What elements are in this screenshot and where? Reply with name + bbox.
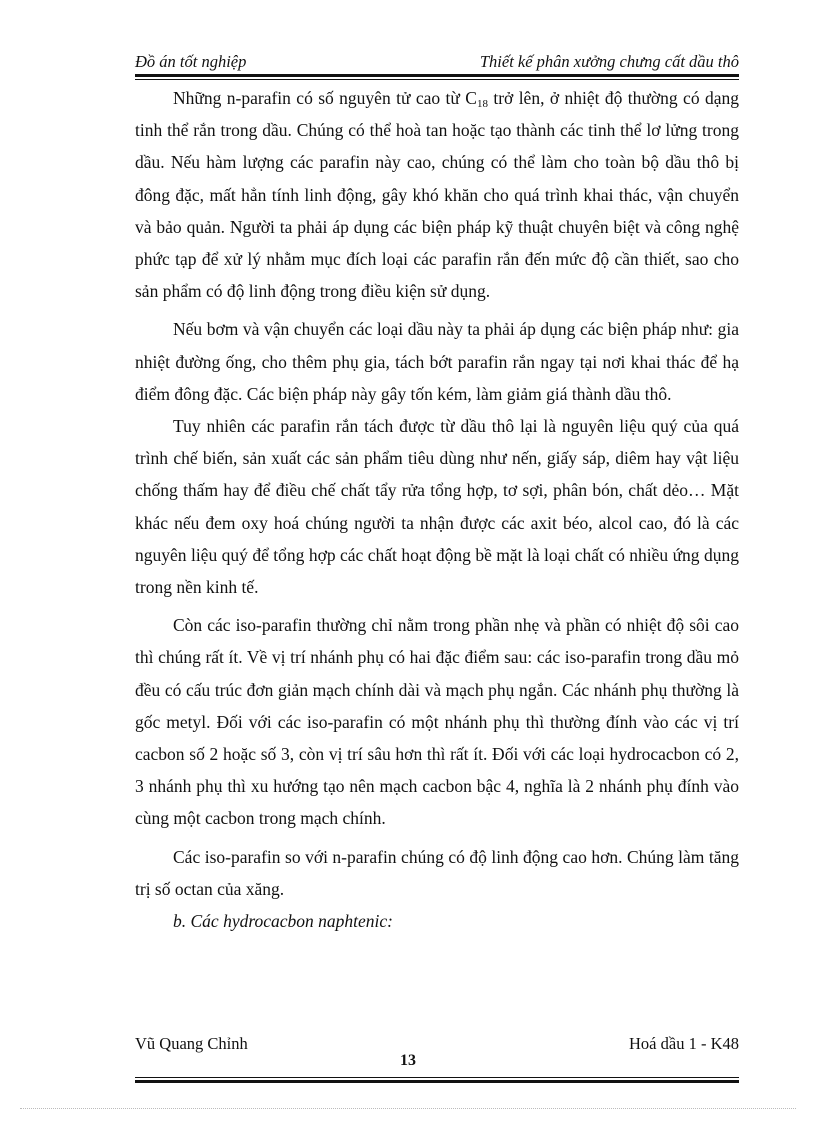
paragraph-text: Những n-parafin có số nguyên tử cao từ C [173,88,477,108]
page-header [135,46,739,72]
header-document-type: Đồ án tốt nghiệp [135,52,247,71]
page-number: 13 [400,1052,416,1069]
header-document-title: Thiết kế phân xưởng chưng cất dầu thô [479,52,739,71]
page-footer [135,1034,739,1054]
body-text [135,82,739,937]
header-rule-thick [135,74,739,77]
paragraph-text: trở lên, ở nhiệt độ thường có dạng tinh thể rắn trong dầu. Chúng có thể hoà tan hoặc tạo thành các tinh thể lơ lửng trong dầu. Nếu hàm lượng các parafin này cao, chúng có thể làm cho toàn bộ dầu thô bị đông đặc, mất hẳn tính linh động, gây khó khăn cho quá trình khai thác, vận chuyển và bảo quản. Người ta phải áp dụng các biện pháp kỹ thuật chuyên biệt và công nghệ phức tạp để xử lý nhằm mục đích loại các parafin rắn đến mức độ cần thiết, sao cho sản phẩm có độ linh động trong điều kiện sử dụng. [135,88,739,302]
header-rule-thin [135,79,739,80]
paragraph-n-parafin [135,82,739,307]
paragraph-iso-parafin-octane: Các iso-parafin so với n-parafin chúng có độ linh động cao hơn. Chúng làm tăng trị số octan của xăng. [135,846,739,899]
footer-class: Hoá dầu 1 - K48 [629,1034,739,1053]
paragraph-pumping: Nếu bơm và vận chuyển các loại dầu này ta phải áp dụng các biện pháp như: gia nhiệt đường ống, cho thêm phụ gia, tách bớt parafin rắn ngay tại nơi khai thác để hạ điểm đông đặc. Các biện pháp này gây tốn kém, làm giảm giá thành dầu thô. [135,319,739,404]
subscript: 18 [476,98,488,110]
footer-rule-thin [135,1077,739,1078]
page-edge-dotted-line [20,1108,796,1109]
section-subheading: b. Các hydrocacbon naphtenic: [173,911,393,932]
paragraph-solid-parafin-uses: Tuy nhiên các parafin rắn tách được từ dầu thô lại là nguyên liệu quý của quá trình chế biến, sản xuất các sản phẩm tiêu dùng như nến, giấy sáp, diêm hay vật liệu chống thấm hay để điều chế chất tẩy rửa tổng hợp, tơ sợi, phân bón, chất dẻo… Mặt khác nếu đem oxy hoá chúng người ta nhận được các axit béo, alcol cao, đó là các nguyên liệu quý để tổng hợp các chất hoạt động bề mặt là loại chất có nhiều ứng dụng trong nền kinh tế. [135,416,739,598]
footer-author: Vũ Quang Chỉnh [135,1034,248,1053]
paragraph-iso-parafin: Còn các iso-parafin thường chỉ nằm trong phần nhẹ và phần có nhiệt độ sôi cao thì chúng rất ít. Về vị trí nhánh phụ có hai đặc điểm sau: các iso-parafin trong dầu mỏ đều có cấu trúc đơn giản mạch chính dài và mạch phụ ngắn. Các nhánh phụ thường là gốc metyl. Đối với các iso-parafin có một nhánh phụ thì thường đính vào các vị trí cacbon số 2 hoặc số 3, còn vị trí sâu hơn thì rất ít. Đối với các loại hydrocacbon có 2, 3 nhánh phụ thì xu hướng tạo nên mạch cacbon bậc 4, nghĩa là 2 nhánh phụ đính vào cùng một cacbon trong mạch chính. [135,615,739,829]
footer-rule-thick [135,1080,739,1083]
